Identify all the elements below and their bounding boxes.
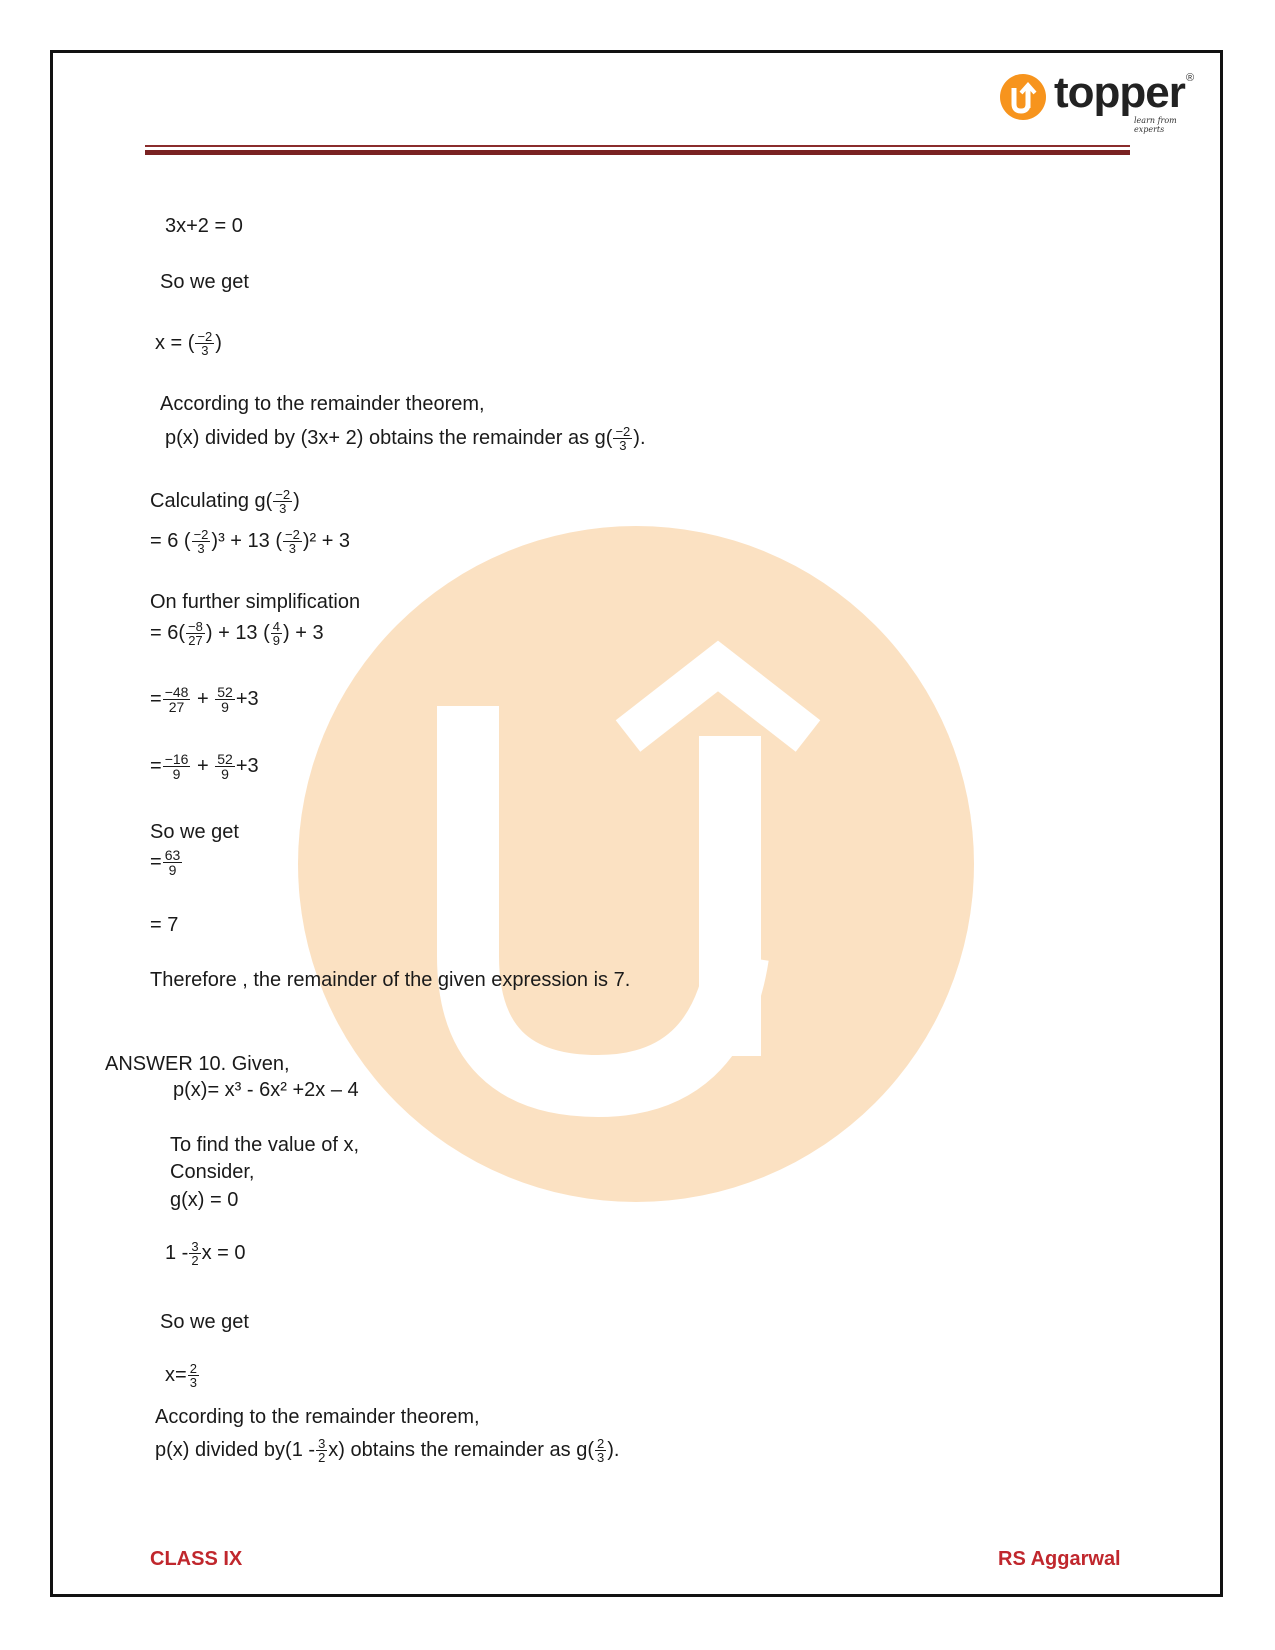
text-line: Calculating g( $\frac{-2}{3}$ ) bbox=[150, 487, 300, 516]
equation-line: g(x) = 0 bbox=[170, 1189, 239, 1211]
equation-line: = $\frac{63}{9}$ bbox=[150, 847, 181, 878]
text-line: To find the value of x, bbox=[170, 1134, 360, 1156]
equation-line: 3x+2 = 0 bbox=[165, 215, 243, 237]
fraction: $\frac{-16}{9}$ bbox=[164, 751, 189, 782]
fraction: $\frac{-2}{3}$ bbox=[275, 487, 291, 516]
text-line: p(x) divided by(1 - $\frac{3}{2}$ x) obtains the remainder as g( $\frac{2}{3}$ ). bbox=[155, 1436, 620, 1465]
text-line: So we get bbox=[160, 271, 249, 293]
footer-class-label: CLASS IX bbox=[150, 1548, 243, 1570]
watermark-up-arrow-icon bbox=[298, 526, 974, 1202]
fraction: $\frac{2}{3}$ bbox=[189, 1361, 197, 1390]
text-line: According to the remainder theorem, bbox=[160, 393, 485, 415]
logo-wordmark: topper bbox=[1054, 68, 1185, 117]
answer-heading: ANSWER 10. Given, bbox=[105, 1053, 290, 1075]
registered-mark: ® bbox=[1186, 72, 1195, 84]
text-line: p(x) divided by (3x+ 2) obtains the remainder as g( $\frac{-2}{3}$ ). bbox=[165, 424, 646, 453]
equation-line: = 6( $\frac{-8}{27}$ ) + 13 ( $\frac{4}{9}$ ) + 3 bbox=[150, 619, 324, 648]
fraction: $\frac{4}{9}$ bbox=[272, 619, 281, 648]
equation-line: = 6 ( $\frac{-2}{3}$ )³ + 13 ( $\frac{-2}{3}$ )² + 3 bbox=[150, 527, 351, 556]
equation-line: 1 - $\frac{3}{2}$ x = 0 bbox=[165, 1239, 246, 1268]
fraction: $\frac{52}{9}$ bbox=[217, 684, 233, 715]
conclusion-text: Therefore , the remainder of the given expression is 7. bbox=[150, 969, 631, 991]
fraction: $\frac{-48}{27}$ bbox=[164, 684, 189, 715]
header-rule bbox=[145, 145, 1130, 147]
footer-book-label: RS Aggarwal bbox=[998, 1548, 1121, 1570]
watermark-logo bbox=[298, 526, 974, 1202]
fraction: $\frac{-2}{3}$ bbox=[284, 527, 300, 556]
fraction: $\frac{-8}{27}$ bbox=[188, 619, 203, 648]
fraction: $\frac{3}{2}$ bbox=[191, 1239, 199, 1268]
text-line: Consider, bbox=[170, 1161, 255, 1183]
fraction: $\frac{2}{3}$ bbox=[596, 1436, 605, 1465]
equation-line: p(x)= x³ - 6x² +2x – 4 bbox=[173, 1079, 359, 1101]
fraction: $\frac{-2}{3}$ bbox=[197, 329, 213, 358]
equation-line: x= $\frac{2}{3}$ bbox=[165, 1361, 197, 1390]
fraction: $\frac{3}{2}$ bbox=[318, 1436, 326, 1465]
equation-line: x = ( $\frac{-2}{3}$ ) bbox=[155, 329, 222, 358]
fraction: $\frac{-2}{3}$ bbox=[615, 424, 631, 453]
text-line: So we get bbox=[160, 1311, 249, 1333]
fraction: $\frac{63}{9}$ bbox=[164, 847, 181, 878]
fraction: $\frac{52}{9}$ bbox=[217, 751, 233, 782]
topper-logo bbox=[1000, 68, 1200, 134]
logo-up-arrow-icon bbox=[1000, 74, 1046, 120]
header-rule-thick bbox=[145, 150, 1130, 155]
text-line: According to the remainder theorem, bbox=[155, 1406, 480, 1428]
logo-tagline: learn from experts bbox=[1134, 116, 1177, 134]
text-line: So we get bbox=[150, 821, 239, 843]
equation-line: = $\frac{-48}{27}$ + $\frac{52}{9}$ +3 bbox=[150, 684, 259, 715]
text-line: On further simplification bbox=[150, 591, 361, 613]
equation-line: = $\frac{-16}{9}$ + $\frac{52}{9}$ +3 bbox=[150, 751, 259, 782]
equation-line: = 7 bbox=[150, 914, 179, 936]
fraction: $\frac{-2}{3}$ bbox=[193, 527, 209, 556]
